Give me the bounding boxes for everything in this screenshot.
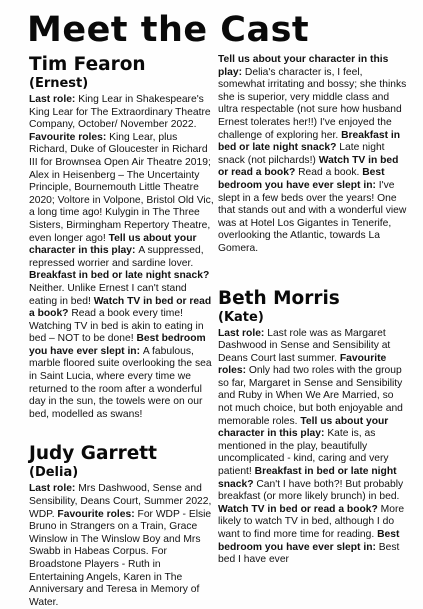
- bio-answer: Neither. Unlike Ernest I can't stand eating in bed!: [29, 282, 187, 307]
- bio-answer: King Lear, plus Richard, Duke of Gloucester in Richard III for Brownsea Open Air Theatre 2019; Alex in Heisenberg – The Uncertainty Principle, Bournemouth Little Theatre 2020; Voltore in Volpone, Bristol Old Vic, a long time ago! Kulygin in The Three Sisters, Birmingham Repertory Theatre, even longer ago!: [29, 131, 214, 244]
- character-name: (Delia): [29, 465, 79, 481]
- bio-question: Last role:: [29, 483, 79, 495]
- right-column: [218, 54, 408, 567]
- page-title: Meet the Cast: [27, 10, 310, 50]
- cast-name: Tim Fearon: [29, 54, 146, 75]
- bio-question: Last role:: [29, 94, 79, 105]
- bio-question: Favourite roles:: [57, 508, 138, 520]
- bio-question: Tell us about your character in this play:: [29, 232, 197, 257]
- character-name: (Kate): [218, 309, 264, 325]
- bio-answer: Mrs Dashwood, Sense and Sensibility, Deans Court, Summer 2022, WDP.: [29, 483, 212, 520]
- cast-member-beth-morris: [218, 288, 408, 567]
- bio-answer: Best bed I have ever: [218, 541, 400, 566]
- bio-question: Breakfast in bed or late night snack?: [218, 466, 397, 490]
- bio-answer: Read a book every time! Watching TV in bed is akin to eating in bed – NOT to be done!: [29, 308, 204, 345]
- cast-member-judy-garrett: [29, 443, 217, 609]
- bio-answer: A fabulous, marble floored suite overlooking the sea in Saint Lucia, where every time we returned to the room after a wonderful day in the sun, the towels were on our bed, modelled as swans!: [29, 345, 212, 420]
- bio-question: Best bedroom you have ever slept in:: [218, 167, 385, 191]
- bio-question: Watch TV in bed or read a book?: [218, 154, 399, 179]
- bio-answer: King Lear in Shakespeare's King Lear for The Extraordinary Theatre Company, October/ November 2022.: [29, 94, 211, 131]
- bio-answer: Last role was as Margaret Dashwood in Sense and Sensibility at Deans Court last summer.: [218, 327, 391, 364]
- bio-answer: Only had two roles with the group so far, Margaret in Sense and Sensibility and Ruby in When We Are Married, so not much choice, but both enjoyable and memorable roles.: [218, 365, 403, 427]
- cast-name: Beth Morris: [218, 287, 340, 309]
- bio-answer: Late night snack (not pilchards!): [218, 142, 385, 166]
- bio-answer: I've slept in a few beds over the years! One that stands out and with a wonderful view was at Hotel Los Gigantes in Tenerife, overlooking the Atlantic, towards La Gomera.: [218, 179, 407, 254]
- bio-question: Favourite roles:: [218, 352, 387, 377]
- bio-question: Breakfast in bed or late night snack?: [218, 129, 401, 154]
- bio-answer: A suppressed, repressed worrier and sardine lover.: [29, 245, 204, 269]
- cast-member-tim-fearon: [29, 54, 217, 421]
- bio-question: Tell us about your character in this play:: [218, 54, 389, 78]
- character-name: (Ernest): [29, 76, 89, 91]
- bio-question: Last role:: [218, 327, 268, 339]
- bio-answer: Kate is, as mentioned in the play, beautifully uncomplicated - kind, caring and very patient!: [218, 428, 389, 478]
- bio-answer: More likely to watch TV in bed, although I do want to find more time for reading.: [218, 503, 405, 540]
- bio-question: Tell us about your character in this play:: [218, 415, 389, 440]
- bio-text: [29, 483, 217, 609]
- bio-answer: For WDP - Elsie Bruno in Strangers on a Train, Grace Winslow in The Winslow Boy and Mrs Swabb in Habeas Corpus. For Broadstone Players - Ruth in Entertaining Angels, Karen in The Anniversary and Teresa in Memory of Water.: [29, 508, 212, 608]
- bio-answer: Read a book.: [298, 167, 363, 179]
- bio-text-continued: [218, 54, 408, 256]
- bio-question: Watch TV in bed or read a book?: [218, 503, 381, 515]
- bio-question: Breakfast in bed or late night snack?: [29, 270, 210, 282]
- bio-answer: Can't I have both?! But probably breakfast (or more likely brunch) in bed.: [218, 478, 404, 503]
- cast-name: Judy Garrett: [29, 443, 157, 465]
- bio-question: Watch TV in bed or read a book?: [29, 295, 212, 320]
- left-column: [29, 54, 217, 609]
- bio-question: Favourite roles:: [29, 131, 110, 143]
- bio-text: [29, 94, 217, 421]
- bio-text: [218, 328, 408, 567]
- bio-answer: Delia's character is, I feel, somewhat irritating and bossy; she thinks she is superior, very middle class and ultra respectable (not sure how husband Ernest tolerates her!!) I've enjoyed the challenge of exploring her.: [218, 66, 407, 141]
- bio-question: Best bedroom you have ever slept in:: [29, 333, 206, 357]
- bio-question: Best bedroom you have ever slept in:: [218, 529, 400, 553]
